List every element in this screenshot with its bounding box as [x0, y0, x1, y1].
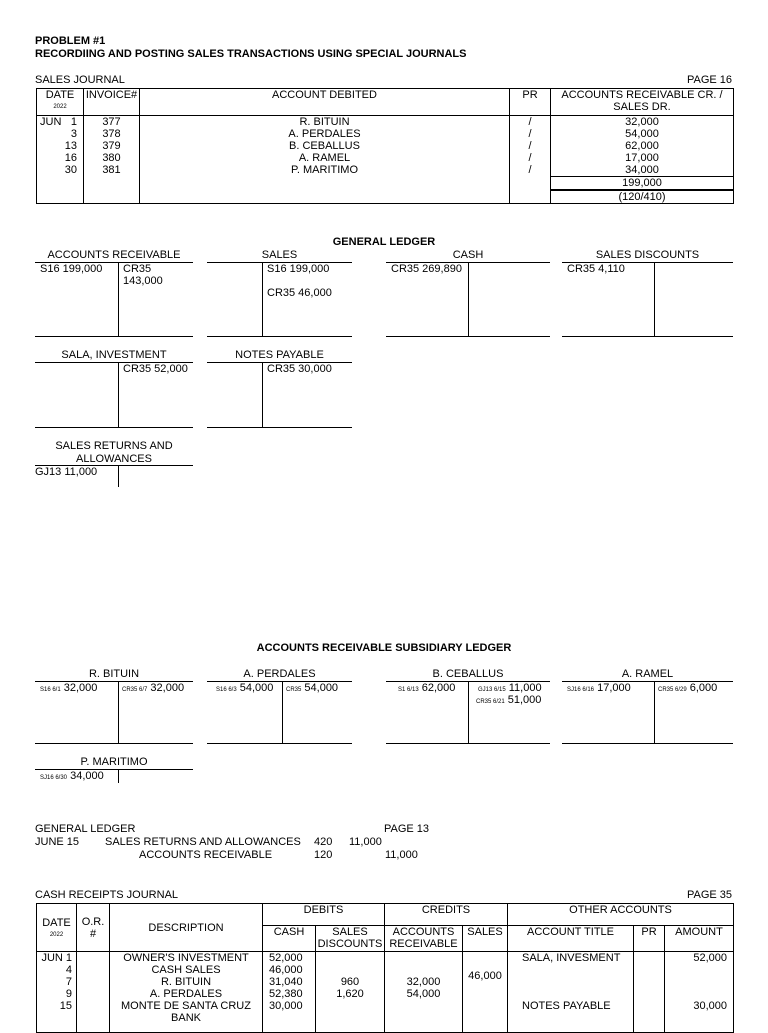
sj-row-amount: 34,000 — [625, 164, 659, 176]
cr-credits-label: CREDITS — [421, 904, 471, 916]
cr-row-description: MONTE DE SANTA CRUZ — [121, 1000, 251, 1012]
t-account-debit-entry: S16 199,000 — [40, 263, 103, 275]
sub-credit-entry: CR35 6/29 6,000 — [658, 682, 718, 694]
sales-journal-title: SALES JOURNAL — [35, 74, 125, 86]
cr-other-header — [508, 904, 734, 926]
sj-date-label: DATE — [45, 89, 75, 101]
t-account-title: SALES DISCOUNTS — [595, 249, 700, 261]
t-account-divider — [468, 262, 469, 336]
cr-row-description: OWNER'S INVESTMENT — [123, 952, 249, 964]
sub-account-p-maritimo — [35, 756, 193, 786]
sj-row-account: P. MARITIMO — [290, 164, 359, 176]
cr-ar-label-2: RECEIVABLE — [389, 938, 458, 950]
cr-other-label: OTHER ACCOUNTS — [569, 904, 672, 916]
sub-account-title: P. MARITIMO — [80, 756, 148, 768]
cr-cash-header — [263, 926, 316, 952]
cr-title-header — [508, 926, 634, 952]
t-account-divider — [118, 262, 119, 336]
sj-amount-label-1: ACCOUNTS RECEIVABLE CR. / — [561, 89, 723, 101]
problem-title: RECORDIING AND POSTING SALES TRANSACTIONS USING SPECIAL JOURNALS — [35, 48, 467, 60]
sj-row-invoice: 381 — [102, 164, 121, 176]
cr-sd-col — [316, 952, 385, 1033]
cr-row-amount — [665, 988, 727, 1000]
sub-credit-entry: CR35 54,000 — [286, 682, 339, 694]
cr-row-title — [522, 976, 633, 988]
sj-row-date: 16 — [64, 152, 77, 164]
cr-sales-label: SALES — [467, 926, 503, 938]
t-account-bottom-line — [35, 336, 193, 337]
cr-sales-col — [463, 952, 508, 1033]
sj-account-header — [140, 89, 510, 116]
cr-description-col — [110, 952, 263, 1033]
cr-pr-col — [634, 952, 665, 1033]
cr-ar-label-1: ACCOUNTS — [392, 926, 455, 938]
sj-row-invoice: 379 — [102, 140, 121, 152]
cr-year-label: 2022 — [49, 931, 64, 938]
sj-row-amount: 17,000 — [625, 152, 659, 164]
cr-row-sd — [316, 964, 384, 976]
cr-row-sales — [463, 952, 507, 964]
sj-row-pr: / — [528, 152, 532, 164]
sub-account-title: A. RAMEL — [621, 668, 674, 680]
t-account-title-line2: ALLOWANCES — [75, 453, 152, 465]
ar-subsidiary-title: ACCOUNTS RECEIVABLE SUBSIDIARY LEDGER — [256, 642, 512, 654]
sj-total: 199,000 — [551, 176, 733, 189]
cr-description-header — [110, 904, 263, 952]
sj-row-date: 3 — [70, 128, 77, 140]
cr-row-date: 9 — [65, 988, 72, 1000]
t-account-accounts-receivable — [35, 249, 193, 337]
cash-receipts-table — [36, 903, 734, 1033]
sj-body-row — [37, 116, 734, 204]
cr-row-sd: 960 — [340, 976, 360, 988]
sj-row-invoice: 380 — [102, 152, 121, 164]
gj-credit-amount: 11,000 — [385, 849, 418, 861]
sub-account-title: R. BITUIN — [88, 668, 140, 680]
cr-row-cash: 52,000 — [269, 952, 303, 964]
t-account-divider — [654, 262, 655, 336]
cr-row-cash: 52,380 — [269, 988, 303, 1000]
cr-row-date: 7 — [65, 976, 72, 988]
t-account-bottom-line — [562, 743, 733, 744]
gj-debit-amount: 11,000 — [349, 836, 382, 848]
t-account-credit-entry: CR35 46,000 — [267, 287, 332, 299]
sales-journal-table — [36, 88, 734, 204]
sj-amount-label-2: SALES DR. — [613, 101, 671, 113]
sj-pr-label: PR — [522, 89, 538, 101]
cr-row-title: NOTES PAYABLE — [522, 1000, 611, 1012]
cr-row-amount: 52,000 — [693, 952, 727, 964]
t-account-credit-entry: CR35 30,000 — [267, 363, 332, 375]
gj-credit-ref: 120 — [314, 849, 333, 861]
t-account-bottom-line — [35, 743, 193, 744]
t-account-divider — [118, 681, 119, 743]
t-account-sales-returns — [35, 440, 193, 490]
t-account-bottom-line — [207, 743, 352, 744]
cr-body-row — [37, 952, 734, 1033]
cr-row-description: R. BITUIN — [160, 976, 212, 988]
cr-or-header — [77, 904, 110, 952]
cr-sd-label-1: SALES — [332, 926, 368, 938]
t-account-notes-payable — [207, 349, 352, 429]
t-account-bottom-line — [386, 743, 550, 744]
t-account-bottom-line — [207, 336, 352, 337]
t-account-cash — [386, 249, 550, 337]
t-account-debit-entry: CR35 4,110 — [567, 263, 625, 275]
t-account-divider — [262, 362, 263, 427]
t-account-sales — [207, 249, 352, 337]
cr-row-date: 15 — [59, 1000, 72, 1012]
cr-description-label: DESCRIPTION — [148, 921, 224, 934]
t-account-debit-entry: GJ13 11,000 — [35, 466, 98, 478]
cr-row-ar: 54,000 — [406, 988, 441, 1000]
cr-title-label: ACCOUNT TITLE — [527, 926, 614, 938]
t-account-divider — [262, 262, 263, 336]
sj-row-account: R. BITUIN — [299, 116, 350, 128]
cr-sales-header — [463, 926, 508, 952]
cr-cash-col — [263, 952, 316, 1033]
sj-row-account: A. PERDALES — [288, 128, 361, 140]
sub-debit-entry: SJ16 6/16 17,000 — [567, 682, 631, 694]
sj-pr-header — [510, 89, 551, 116]
sj-date-header — [37, 89, 84, 116]
cr-row-sd — [316, 952, 384, 964]
t-account-title: ACCOUNTS RECEIVABLE — [47, 249, 181, 261]
general-journal-title: GENERAL LEDGER — [35, 823, 136, 835]
sub-account-a-ramel — [562, 668, 733, 744]
cr-ar-col — [385, 952, 463, 1033]
cr-row-sd: 1,620 — [336, 988, 364, 1000]
sub-debit-entry: S1 6/13 62,000 — [398, 682, 456, 694]
cr-pr-label: PR — [641, 926, 657, 938]
sj-row-account: A. RAMEL — [298, 152, 351, 164]
sales-journal-header-row — [37, 89, 734, 116]
cr-row-description: BANK — [171, 1012, 201, 1024]
t-account-credit-entry: S16 199,000 — [267, 263, 330, 275]
sj-amount-col — [551, 116, 734, 204]
sj-row-pr: / — [528, 116, 532, 128]
t-account-debit-entry: CR35 269,890 — [391, 263, 462, 275]
cr-row-description: A. PERDALES — [149, 988, 223, 1000]
cr-debits-label: DEBITS — [303, 904, 344, 916]
gj-credit-account: ACCOUNTS RECEIVABLE — [139, 849, 273, 861]
sj-invoice-label: INVOICE# — [85, 89, 138, 101]
sj-row-amount: 54,000 — [625, 128, 659, 140]
sales-journal-page: PAGE 16 — [687, 74, 733, 86]
cr-row-cash: 46,000 — [269, 964, 303, 976]
t-account-bottom-line — [207, 427, 352, 428]
t-account-title: SALES — [261, 249, 298, 261]
gj-debit-ref: 420 — [314, 836, 333, 848]
cr-row-description: CASH SALES — [151, 964, 221, 976]
cr-row-cash: 31,040 — [269, 976, 303, 988]
cr-row-sales: 46,000 — [468, 970, 502, 982]
cr-header-row-1 — [37, 904, 734, 926]
cr-pr-header — [634, 926, 665, 952]
t-account-credit-entry: CR35 52,000 — [123, 363, 188, 375]
cr-row-amount — [665, 976, 727, 988]
cr-title-col — [508, 952, 634, 1033]
cr-or-col — [77, 952, 110, 1033]
sj-posting-ref: (120/410) — [551, 189, 733, 203]
sub-debit-entry: S16 6/3 54,000 — [216, 682, 274, 694]
cr-sd-label-2: DISCOUNTS — [317, 938, 383, 950]
sj-row-date: 30 — [64, 164, 77, 176]
cash-receipts-title: CASH RECEIPTS JOURNAL — [35, 889, 179, 901]
cr-date-label: DATE — [42, 916, 71, 929]
cr-sd-header — [316, 926, 385, 952]
t-account-divider — [654, 681, 655, 743]
sj-row-amount: 62,000 — [625, 140, 659, 152]
t-account-sales-discounts — [562, 249, 733, 337]
t-account-bottom-line — [35, 427, 193, 428]
cr-row-date: 4 — [65, 964, 72, 976]
t-account-divider — [468, 681, 469, 743]
gj-debit-account: SALES RETURNS AND ALLOWANCES — [105, 836, 301, 848]
t-account-title: SALA, INVESTMENT — [61, 349, 167, 361]
cr-ar-header — [385, 926, 463, 952]
cr-date-header — [37, 904, 77, 952]
sj-row-account: B. CEBALLUS — [289, 140, 360, 152]
sj-row-invoice: 378 — [102, 128, 121, 140]
sj-amount-header — [551, 89, 734, 116]
cr-amount-header — [665, 926, 734, 952]
cr-date-col — [37, 952, 77, 1033]
sub-account-r-bituin — [35, 668, 193, 744]
t-account-divider — [118, 769, 119, 783]
sub-credit-entry: GJ13 6/15 11,000 — [478, 682, 542, 694]
sj-date-col — [37, 116, 84, 204]
sj-row-invoice: 377 — [102, 116, 121, 128]
cr-or-label: O.R. — [81, 916, 105, 928]
sj-year-label: 2022 — [53, 104, 67, 110]
cr-row-title: SALA, INVESMENT — [522, 952, 621, 964]
sj-row-pr: / — [528, 128, 532, 140]
sj-account-label: ACCOUNT DEBITED — [272, 89, 377, 101]
cr-row-title — [522, 988, 633, 1000]
cr-credits-header — [385, 904, 508, 926]
sub-credit-entry: CR35 6/7 32,000 — [122, 682, 185, 694]
cr-row-ar — [385, 952, 462, 964]
t-account-divider — [282, 681, 283, 743]
t-account-divider — [118, 465, 119, 487]
sj-row-pr: / — [528, 140, 532, 152]
t-account-bottom-line — [386, 336, 550, 337]
cr-row-title — [522, 964, 633, 976]
cr-amount-col — [665, 952, 734, 1033]
sj-row-date: JUN 1 — [40, 116, 77, 128]
sj-row-amount: 32,000 — [625, 116, 659, 128]
general-journal-page: PAGE 13 — [384, 823, 430, 835]
sj-row-date: 13 — [64, 140, 77, 152]
sub-debit-entry: SJ16 6/30 34,000 — [40, 770, 104, 782]
cr-row-cash: 30,000 — [269, 1000, 303, 1012]
t-account-sala-investment — [35, 349, 193, 429]
cr-debits-header — [263, 904, 385, 926]
t-account-bottom-line — [562, 336, 733, 337]
t-account-title: CASH — [452, 249, 484, 261]
cr-cash-label: CASH — [273, 926, 305, 938]
cr-row-amount — [665, 964, 727, 976]
problem-number: PROBLEM #1 — [35, 35, 106, 47]
gj-date: JUNE 15 — [35, 836, 80, 848]
sub-account-title: B. CEBALLUS — [432, 668, 504, 680]
sub-credit-entry: CR35 6/21 51,000 — [476, 694, 542, 706]
cr-row-ar: 32,000 — [406, 976, 441, 988]
cr-row-amount: 30,000 — [693, 1000, 727, 1012]
t-account-credit-entry: CR35 — [123, 263, 152, 275]
sub-account-a-perdales — [207, 668, 352, 744]
t-account-credit-entry: 143,000 — [123, 275, 163, 287]
t-account-divider — [118, 362, 119, 427]
sj-invoice-header — [84, 89, 140, 116]
sj-row-pr: / — [528, 164, 532, 176]
cash-receipts-page: PAGE 35 — [687, 889, 733, 901]
cr-or-hash: # — [89, 928, 97, 940]
sj-pr-col — [510, 116, 551, 204]
sub-account-b-ceballus — [386, 668, 550, 744]
general-ledger-title: GENERAL LEDGER — [332, 236, 436, 248]
t-account-title: SALES RETURNS AND — [55, 440, 173, 452]
sub-account-title: A. PERDALES — [243, 668, 316, 680]
cr-row-ar — [385, 964, 462, 976]
cr-row-date: JUN 1 — [41, 952, 72, 964]
cr-amount-label: AMOUNT — [675, 926, 723, 938]
sj-account-col — [140, 116, 510, 204]
sj-invoice-col — [84, 116, 140, 204]
t-account-title: NOTES PAYABLE — [235, 349, 324, 361]
sub-debit-entry: S16 6/1 32,000 — [40, 682, 98, 694]
